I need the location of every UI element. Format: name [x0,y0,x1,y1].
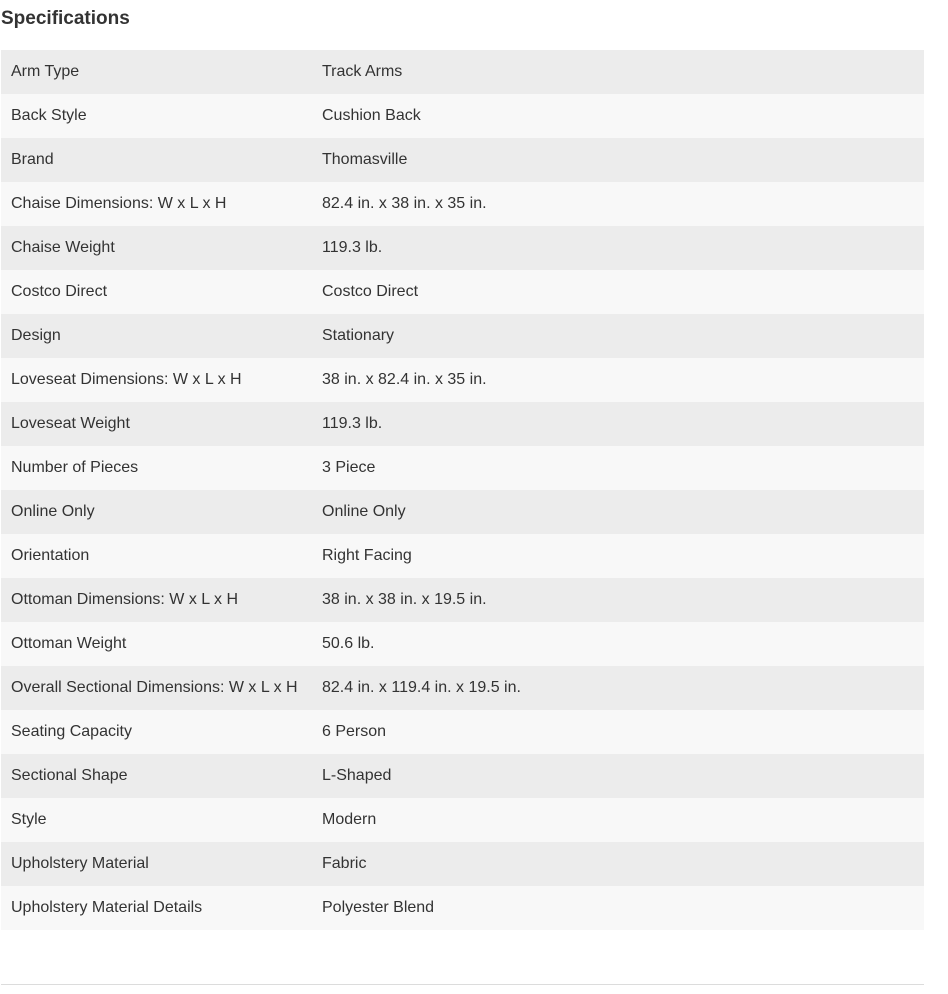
spec-value: Costco Direct [322,283,419,300]
spec-name: Style [11,811,47,828]
spec-name: Design [11,327,61,344]
spec-value: Polyester Blend [322,899,435,916]
spec-name: Arm Type [11,63,80,80]
table-row [1,578,924,622]
spec-value: Online Only [322,503,406,520]
table-row [1,842,924,886]
spec-value: L-Shaped [322,767,392,784]
table-row [1,358,924,402]
spec-name: Chaise Dimensions: W x L x H [11,195,227,212]
spec-name: Loveseat Dimensions: W x L x H [11,371,242,388]
spec-name: Overall Sectional Dimensions: W x L x H [11,679,298,696]
spec-name: Loveseat Weight [11,415,130,432]
spec-value: 3 Piece [322,459,376,476]
spec-value: 38 in. x 82.4 in. x 35 in. [322,371,487,388]
table-row [1,182,924,226]
table-row [1,622,924,666]
spec-name: Orientation [11,547,90,564]
table-row [1,446,924,490]
spec-value: Stationary [322,327,395,344]
table-row [1,886,924,930]
spec-value: 82.4 in. x 119.4 in. x 19.5 in. [322,679,521,696]
spec-name: Sectional Shape [11,767,128,784]
spec-name: Back Style [11,107,87,124]
specifications-table [1,50,924,930]
table-row [1,402,924,446]
section-divider [1,984,924,985]
table-row [1,490,924,534]
spec-value: Track Arms [322,63,403,80]
table-row [1,270,924,314]
spec-value: Modern [322,811,377,828]
table-row [1,754,924,798]
table-row [1,710,924,754]
spec-name: Upholstery Material Details [11,899,203,916]
table-row [1,50,924,94]
spec-name: Ottoman Weight [11,635,127,652]
table-row [1,314,924,358]
spec-name: Upholstery Material [11,855,149,872]
spec-value: Thomasville [322,151,408,168]
spec-value: Right Facing [322,547,412,564]
table-row [1,138,924,182]
table-row [1,666,924,710]
spec-value: 82.4 in. x 38 in. x 35 in. [322,195,487,212]
spec-value: Fabric [322,855,367,872]
spec-value: 38 in. x 38 in. x 19.5 in. [322,591,487,608]
spec-name: Seating Capacity [11,723,132,740]
spec-name: Ottoman Dimensions: W x L x H [11,591,239,608]
spec-value: 119.3 lb. [322,239,383,256]
table-row [1,94,924,138]
specifications-heading: Specifications [1,8,130,29]
table-row [1,226,924,270]
spec-value: 50.6 lb. [322,635,375,652]
table-row [1,534,924,578]
spec-name: Online Only [11,503,95,520]
spec-value: Cushion Back [322,107,421,124]
spec-name: Costco Direct [11,283,108,300]
table-row [1,798,924,842]
spec-name: Chaise Weight [11,239,115,256]
spec-name: Number of Pieces [11,459,139,476]
spec-value: 6 Person [322,723,387,740]
spec-value: 119.3 lb. [322,415,383,432]
spec-name: Brand [11,151,54,168]
